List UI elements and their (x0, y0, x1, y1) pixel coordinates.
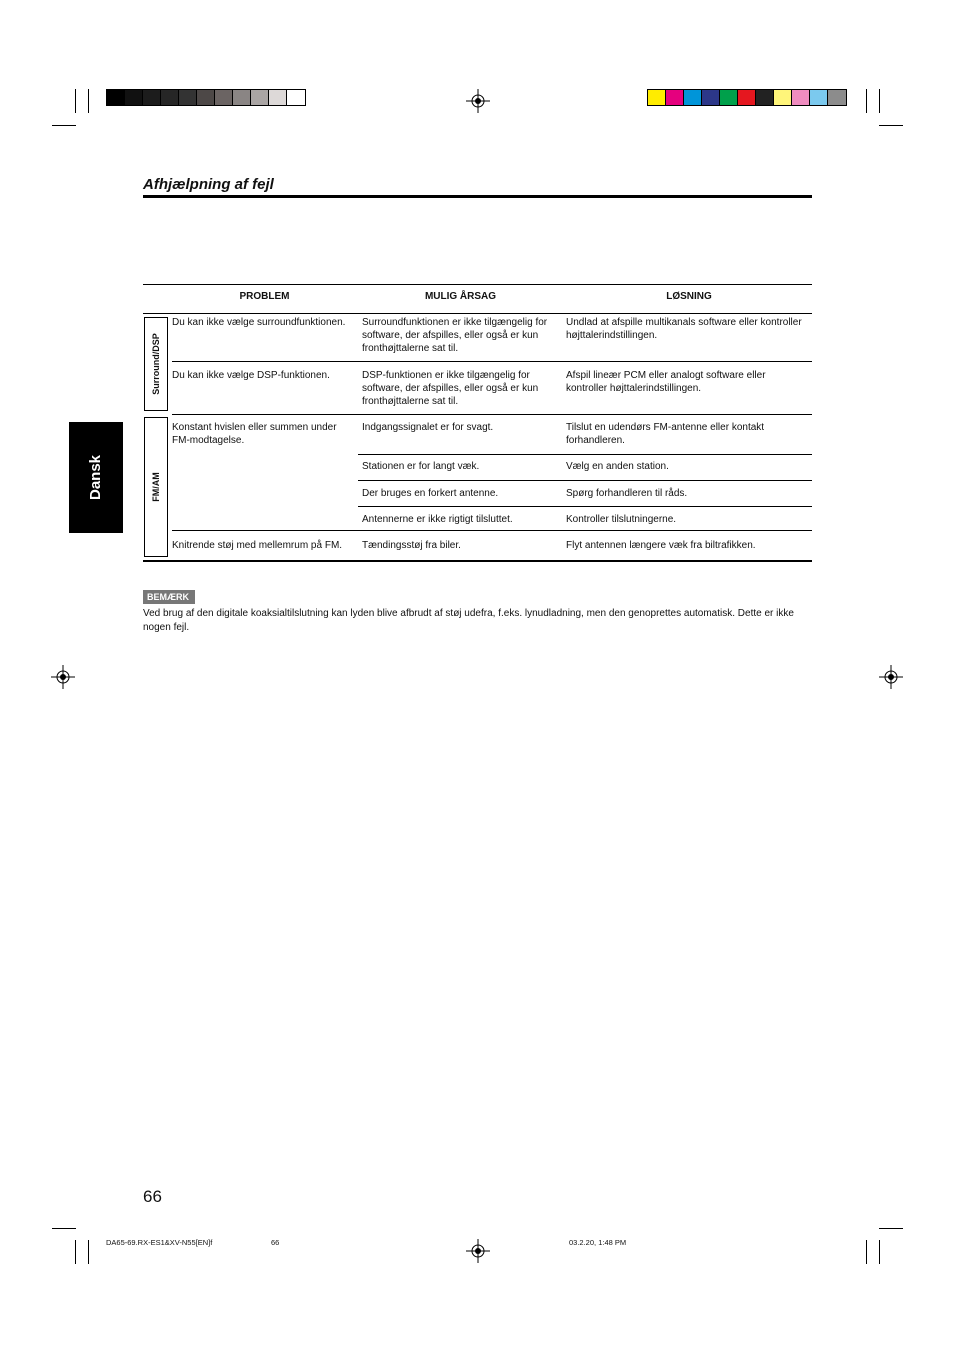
footer-file-page: 66 (271, 1238, 280, 1247)
cause-cell: DSP-funktionen er ikke tilgængelig for software, der afspilles, eller også er kun fronthøjttalerne sat til. (362, 370, 539, 407)
language-tab (69, 422, 123, 533)
row-divider (358, 506, 812, 507)
crop-mark (879, 89, 880, 113)
crop-mark (879, 1240, 880, 1264)
title-rule (143, 195, 812, 198)
header-solution: LØSNING (666, 291, 712, 302)
header-cause: MULIG ÅRSAG (424, 291, 497, 302)
color-swatch (251, 90, 269, 105)
cause-cell: Der bruges en forkert antenne. (362, 488, 499, 499)
cause-cell: Antennerne er ikke rigtigt tilsluttet. (362, 514, 513, 525)
color-swatch (287, 90, 305, 105)
row-divider (358, 480, 812, 481)
row-divider (172, 530, 812, 531)
grayscale-color-bar (106, 89, 306, 106)
cause-cell: Indgangssignalet er for svagt. (362, 422, 494, 433)
row-divider (358, 454, 812, 455)
crop-mark (52, 1228, 76, 1229)
process-color-bar (647, 89, 847, 106)
color-swatch (756, 90, 774, 105)
table-top-rule (143, 284, 812, 285)
crop-mark (52, 125, 76, 126)
solution-cell: Tilslut en udendørs FM-antenne eller kontakt forhandleren. (566, 422, 765, 446)
color-swatch (179, 90, 197, 105)
color-swatch (233, 90, 251, 105)
color-swatch (738, 90, 756, 105)
note-badge: BEMÆRK (143, 590, 195, 604)
color-swatch (161, 90, 179, 105)
group-divider (172, 414, 812, 415)
solution-cell: Spørg forhandleren til råds. (566, 488, 688, 499)
crop-mark (75, 1240, 76, 1264)
problem-cell: Du kan ikke vælge surroundfunktionen. (172, 317, 346, 328)
color-swatch (125, 90, 143, 105)
crop-mark (866, 89, 867, 113)
color-swatch (684, 90, 702, 105)
crop-mark (866, 1240, 867, 1264)
section-title: Afhjælpning af fejl (143, 176, 274, 193)
registration-target-icon (879, 665, 903, 689)
color-swatch (774, 90, 792, 105)
registration-target-icon (51, 665, 75, 689)
footer-timestamp: 03.2.20, 1:48 PM (569, 1238, 627, 1247)
solution-cell: Afspil lineær PCM eller analogt software eller kontroller højttalerindstillingen. (566, 370, 766, 394)
crop-mark (879, 125, 903, 126)
note-text: Ved brug af den digitale koaksialtilslutning kan lyden blive afbrudt af støj udefra, f.eks. lynudladning, men den genoprettes automatisk. Dette er ikke nogen fejl. (143, 608, 794, 633)
footer-file-name: DA65-69.RX-ES1&XV-N55[EN]f (106, 1238, 213, 1247)
color-swatch (666, 90, 684, 105)
problem-cell: Du kan ikke vælge DSP-funktionen. (172, 370, 330, 381)
group-label-fm-am: FM/AM (144, 417, 168, 557)
crop-mark (88, 89, 89, 113)
crop-mark (75, 89, 76, 113)
page-number: 66 (143, 1187, 162, 1206)
color-swatch (107, 90, 125, 105)
color-swatch (648, 90, 666, 105)
color-swatch (828, 90, 846, 105)
table-header-rule (143, 313, 812, 314)
cause-cell: Tændingsstøj fra biler. (362, 540, 461, 551)
solution-cell: Vælg en anden station. (566, 461, 669, 472)
solution-cell: Undlad at afspille multikanals software eller kontroller højttalerindstillingen. (566, 317, 802, 341)
header-problem: PROBLEM (239, 291, 290, 302)
color-swatch (810, 90, 828, 105)
row-divider (172, 361, 812, 362)
color-swatch (702, 90, 720, 105)
solution-cell: Flyt antennen længere væk fra biltrafikken. (566, 540, 756, 551)
color-swatch (720, 90, 738, 105)
table-bottom-rule (143, 560, 812, 562)
crop-mark (879, 1228, 903, 1229)
color-swatch (269, 90, 287, 105)
cause-cell: Surroundfunktionen er ikke tilgængelig for software, der afspilles, eller også er kun fronthøjttalerne sat til. (362, 317, 548, 354)
color-swatch (143, 90, 161, 105)
cause-cell: Stationen er for langt væk. (362, 461, 480, 472)
registration-target-icon (466, 1239, 490, 1263)
color-swatch (197, 90, 215, 105)
problem-cell: Konstant hvislen eller summen under FM-modtagelse. (172, 422, 337, 446)
language-tab-label: Dansk (87, 454, 105, 501)
solution-cell: Kontroller tilslutningerne. (566, 514, 677, 525)
registration-target-icon (466, 89, 490, 113)
group-label-surround-dsp: Surround/DSP (144, 317, 168, 411)
color-swatch (792, 90, 810, 105)
problem-cell: Knitrende støj med mellemrum på FM. (172, 540, 343, 551)
crop-mark (88, 1240, 89, 1264)
color-swatch (215, 90, 233, 105)
